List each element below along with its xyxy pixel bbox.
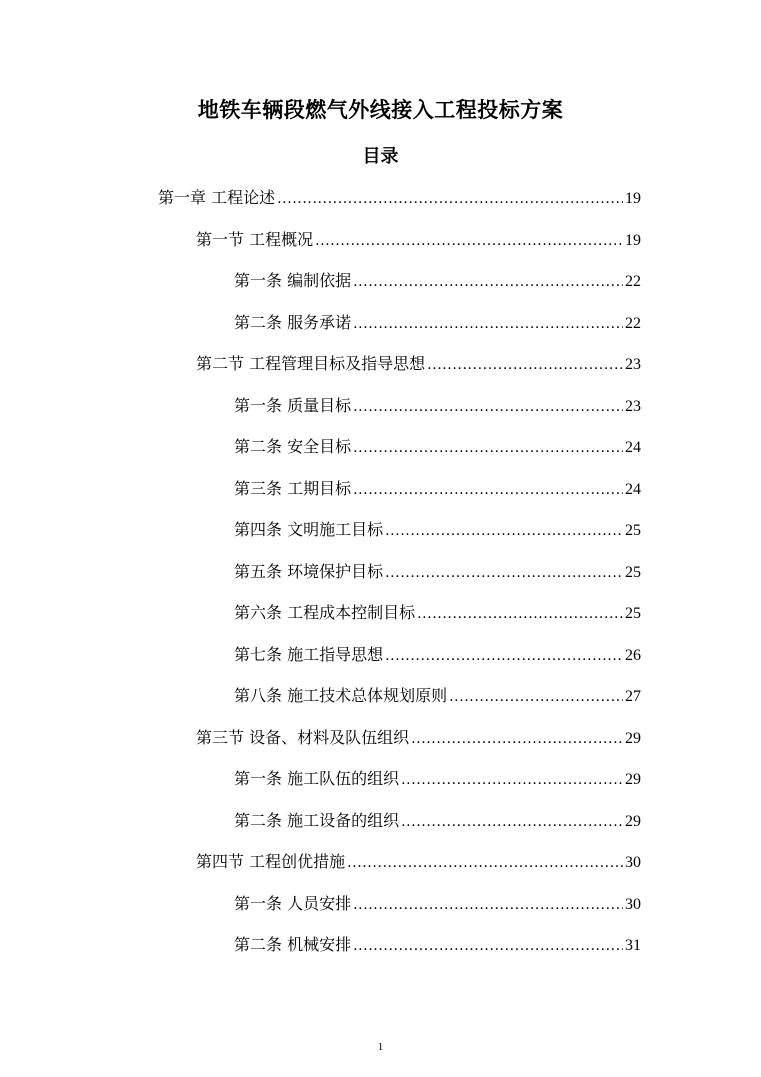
toc-leader-dots [427,349,623,381]
toc-entry-article[interactable] [234,597,641,629]
toc-entry-page: 19 [625,190,641,207]
toc-leader-dots [353,930,623,962]
toc-entry-section-2[interactable] [196,348,641,380]
toc-entry-label: 第一节 工程概况 [196,229,314,249]
toc-entry-article[interactable] [234,805,641,837]
toc-entry-label: 第八条 施工技术总体规划原则 [234,686,448,705]
toc-leader-dots [385,557,623,589]
toc-entry-page: 24 [625,439,641,456]
toc-entry-label: 第二节 工程管理目标及指导思想 [196,354,426,373]
toc-entry-label: 第一章 工程论述 [158,188,276,207]
toc-entry-article[interactable] [234,639,641,671]
toc-leader-dots [401,764,623,796]
toc-leader-dots [449,681,623,713]
toc-entry-label: 第二条 安全目标 [234,437,352,456]
toc-entry-page: 29 [625,812,641,830]
toc-entry-label: 第六条 工程成本控制目标 [234,603,416,622]
toc-leader-dots [277,183,623,215]
toc-entry-page: 29 [625,729,641,747]
toc-entry-label: 第二条 服务承诺 [234,312,352,332]
toc-leader-dots [401,806,623,838]
toc-entry-page: 25 [625,563,641,581]
document-title: 地铁车辆段燃气外线接入工程投标方案 [197,98,564,122]
toc-entry-article[interactable] [234,390,641,422]
toc-leader-dots [353,474,623,506]
toc-entry-label: 第一条 施工队伍的组织 [234,769,400,788]
toc-entry-label: 第一条 编制依据 [234,271,352,290]
toc-entry-page: 19 [625,231,641,249]
toc-entry-page: 24 [625,480,641,498]
toc-entry-label: 第五条 环境保护目标 [234,561,384,581]
toc-entry-page: 22 [625,273,641,290]
toc-entry-page: 22 [625,314,641,332]
toc-entry-section-3[interactable] [196,722,641,754]
toc-entry-page: 25 [625,522,641,539]
toc-entry-article[interactable] [234,888,641,920]
toc-entry-article[interactable] [234,763,641,795]
toc-entry-article[interactable] [234,514,641,546]
toc-entry-page: 23 [625,397,641,415]
toc-entry-label: 第三条 工期目标 [234,478,352,498]
page-number: 1 [377,1041,384,1053]
toc-entry-label: 第二条 施工设备的组织 [234,810,400,830]
toc-leader-dots [411,723,623,755]
toc-entry-label: 第一条 质量目标 [234,395,352,415]
toc-entry-page: 26 [625,646,641,664]
toc-entry-article[interactable] [234,431,641,463]
toc-entry-label: 第一条 人员安排 [234,893,352,913]
toc-entry-article[interactable] [234,473,641,505]
toc-leader-dots [353,432,623,464]
toc-leader-dots [315,225,623,257]
toc-leader-dots [353,391,623,423]
toc-entry-article[interactable] [234,556,641,588]
toc-entry-section-1[interactable] [196,224,641,256]
toc-entry-article[interactable] [234,929,641,961]
toc-leader-dots [385,640,623,672]
toc-entry-page: 23 [625,356,641,373]
toc-entry-page: 29 [625,771,641,788]
toc-entry-label: 第二条 机械安排 [234,935,352,954]
toc-entry-page: 27 [625,688,641,705]
toc-entry-page: 31 [625,937,641,954]
toc-entry-label: 第四条 文明施工目标 [234,520,384,539]
toc-leader-dots [353,266,623,298]
toc-entry-article[interactable] [234,307,641,339]
toc-entry-label: 第七条 施工指导思想 [234,644,384,664]
toc-entry-article[interactable] [234,680,641,712]
toc-leader-dots [353,308,623,340]
toc-entry-section-4[interactable] [196,846,641,878]
toc-leader-dots [353,889,623,921]
toc-entry-chapter-1[interactable] [158,182,641,214]
toc-leader-dots [417,598,623,630]
toc-leader-dots [347,847,623,879]
toc-entry-label: 第三节 设备、材料及队伍组织 [196,727,410,747]
toc-leader-dots [385,515,623,547]
toc-entry-page: 30 [625,854,641,871]
toc-entry-page: 25 [625,605,641,622]
toc-entry-page: 30 [625,895,641,913]
toc-heading: 目录 [362,146,399,167]
toc-entry-label: 第四节 工程创优措施 [196,852,346,871]
toc-entry-article[interactable] [234,265,641,297]
